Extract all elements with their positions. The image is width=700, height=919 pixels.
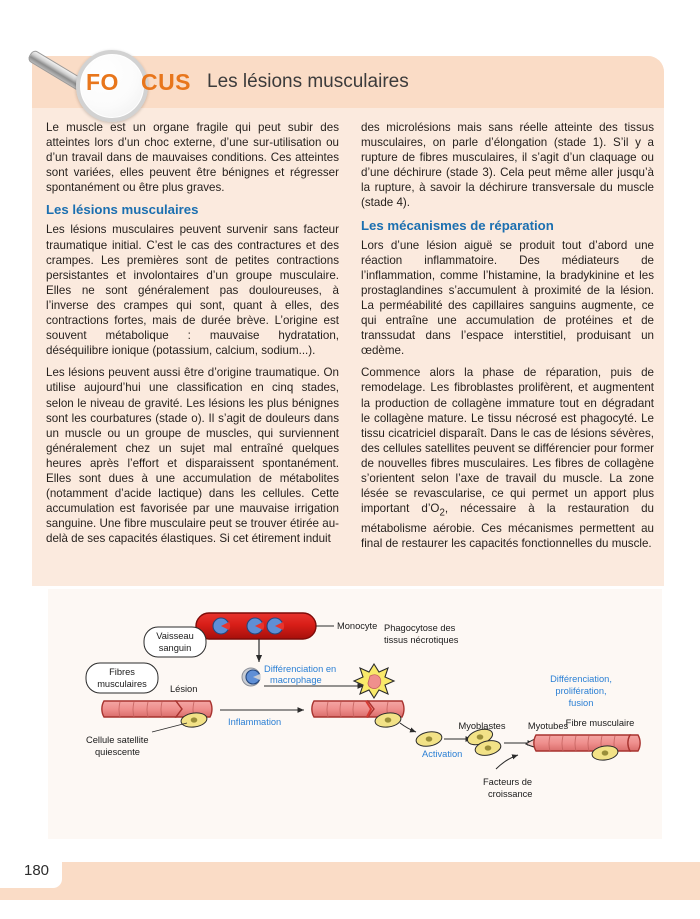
muscle-repair-diagram [48, 589, 662, 839]
left-paragraph-1: Les lésions musculaires peuvent survenir sans facteur traumatique initial. C’est le cas des contractures et des crampes. Les premières sont de petites contractions persistantes et involontaires d’un groupe musculaire. Elles ne sont généralement pas douloureuses, à l’inverse des crampes qui sont, quant à elles, des contractions fortes, mais de durée brève. L’origine est souvent métabolique : mauvaise hydratation, déséquilibre ionique (potassium, calcium, sodium...). [46, 223, 339, 358]
left-paragraph-2: Les lésions peuvent aussi être d’origine traumatique. On utilise aujourd’hui une classification en cinq stades, selon le niveau de gravité. Les lésions les plus bénignes sont les courbatures (stade o). Il s’agit de douleurs dans un muscle ou un groupe de muscles, qui surviennent généralement chez un sujet mal entraîné quelques heures après l’effort et disparaissent spontanément. Elles sont dues à une accumulation de métabolites (notamment d’acide lactique) dans les cellules. Cette accumulation est favorisée par une mauvaise irrigation sanguine. Une fibre musculaire peut se trouver étirée au-delà de ses capacités élastiques. Si cet étirement induit [46, 366, 339, 546]
intro-paragraph: Le muscle est un organe fragile qui peut subir des atteintes lors d’un choc externe, d’une sur-utilisation ou d’un travail dans de mauvaises conditions. Ces atteintes sont variées, elles peuvent être bénignes et régresser spontanément ou être plus graves. [46, 121, 339, 195]
label-inflammation: Inflammation [228, 717, 282, 727]
label-activation: Activation [422, 749, 463, 759]
right-paragraph-continued: des microlésions mais sans réelle atteinte des tissus musculaires, on parle d’élongation (stade 1). S’il y a rupture de fibres musculaires, il s’agit d’un claquage ou d’une déchirure (stade 3). Cela peut même aller jusqu’à la rupture, à savoir la déchirure transversale du muscle (stade 4). [361, 121, 654, 210]
label-lesion: Lésion [170, 684, 198, 694]
macrophage-precursor-icon [242, 668, 261, 686]
right-paragraph-1: Lors d’une lésion aiguë se produit tout d’abord une réaction inflammatoire. Des médiateurs de l’inflammation, comme l’histamine, la bradykinine et les prostaglandines s’accumulent à proximité de la lésion. La perméabilité des capillaires sanguins augmente, ce qui entraîne une accumulation de protéines et de transsudat dans l’espace interstitiel, produisant un œdème. [361, 238, 654, 358]
injured-muscle-fiber-right [312, 701, 416, 732]
label-fibres-line2: musculaires [97, 679, 147, 689]
label-diff-line3: fusion [568, 698, 594, 708]
label-phagocytose [384, 623, 459, 645]
label-vaisseau-line1: Vaisseau [156, 631, 194, 641]
right-paragraph-2 [361, 365, 654, 550]
section-heading-mecanismes: Les mécanismes de réparation [361, 217, 554, 233]
label-differenciation-line1: Différenciation en [264, 664, 337, 674]
callout-fibres-musculaires [86, 663, 158, 693]
blood-vessel-group [196, 613, 377, 639]
injured-muscle-fiber-left [86, 701, 212, 757]
footer-band [0, 862, 700, 900]
label-diff-line2: prolifération, [555, 686, 607, 696]
label-phagocytose-line2: tissus nécrotiques [384, 635, 459, 645]
label-vaisseau-line2: sanguin [158, 643, 192, 653]
callout-vaisseau-sanguin [144, 627, 206, 657]
page-title: Les lésions musculaires [207, 71, 409, 92]
bottom-margin [0, 900, 700, 919]
focus-header [86, 62, 586, 102]
myoblastes-group [458, 721, 534, 799]
macrophage-icon [354, 664, 394, 698]
differenciation-step [242, 639, 364, 686]
label-fibre-musculaire: Fibre musculaire [565, 718, 635, 728]
label-myotubes: Myotubes [527, 721, 569, 731]
focus-label-part1: FO [86, 68, 119, 95]
label-diff-line1: Différenciation, [550, 674, 612, 684]
page-number: 180 [24, 862, 50, 879]
label-myoblastes: Myoblastes [458, 721, 506, 731]
right-paragraph-2-post: , nécessaire à la restauration du métabolisme aérobie. Ces mécanismes permettent au final de restaurer les capacités fonctionnelles du muscle. [361, 502, 654, 550]
label-fibres-line1: Fibres [109, 667, 135, 677]
activated-satellite-cell [415, 730, 472, 759]
label-differenciation-line2: macrophage [270, 675, 322, 685]
diagram-svg [48, 589, 662, 839]
left-column [46, 120, 339, 582]
label-cellule-line1: Cellule satellite [86, 735, 149, 745]
focus-label-part2: CUS [140, 68, 192, 95]
inflammation-step [220, 710, 304, 727]
label-cellule-line2: quiescente [95, 747, 140, 757]
right-column [361, 120, 654, 582]
section-heading-lesions: Les lésions musculaires [46, 202, 199, 218]
label-facteurs-line2: croissance [488, 789, 533, 799]
oxygen-subscript: 2 [439, 507, 445, 519]
label-facteurs-line1: Facteurs de [483, 777, 533, 787]
right-paragraph-2-pre: Commence alors la phase de réparation, puis de remodelage. Les fibroblastes prolifèrent, et augmentent la production de collagène immature tout en dégradant le collagène mature. Le tissu nécrosé est phagocyté. Le tissu cicatriciel disparaît. Dans le cas de lésions sévères, des cellules satellites peuvent se différencier pour former de nouvelles fibres musculaires. Les fibres de collagène s’orientent selon l’axe de travail du muscle. La zone lésée se revascularise, ce qui permet un apport plus important d’O [361, 366, 654, 516]
label-monocyte: Monocyte [337, 621, 378, 631]
regenerated-muscle-fiber [534, 674, 640, 762]
text-columns [46, 120, 654, 582]
label-phagocytose-line1: Phagocytose des [384, 623, 456, 633]
